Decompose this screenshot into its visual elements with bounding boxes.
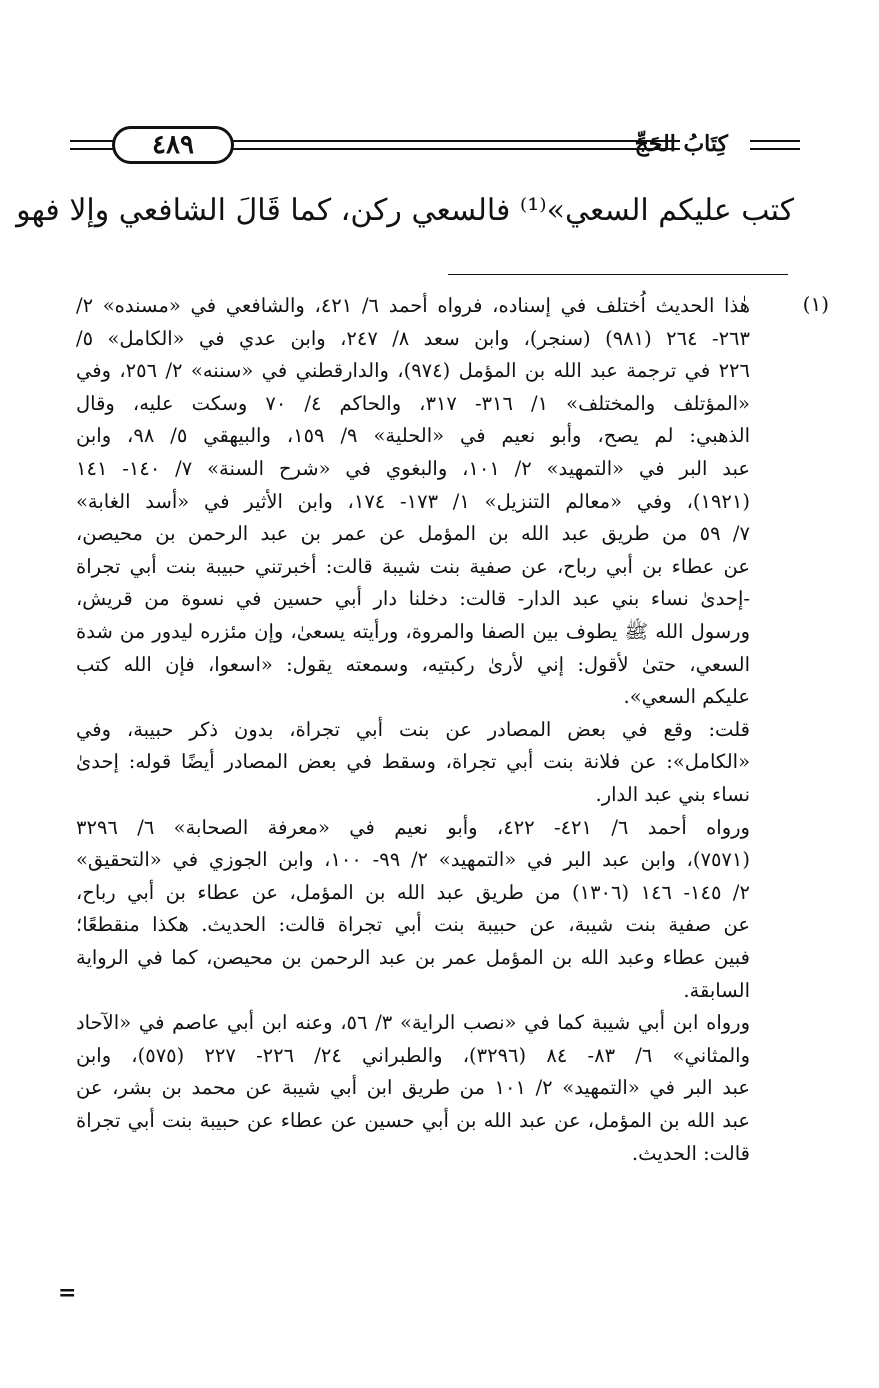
header-rule-middle-bottom — [230, 148, 680, 150]
footnote-separator — [448, 274, 788, 275]
page-header — [70, 124, 800, 168]
running-title: كِتَابُ الحَجِّ — [634, 131, 728, 157]
footnote-line: عليكم السعي». — [623, 685, 750, 709]
footnote-line: ٧/ ٥٩ من طريق عبد الله بن المؤمل عن عمر بن عبد الرحمن بن محيصن، — [76, 522, 750, 546]
footnote-line: نساء بني عبد الدار. — [595, 783, 750, 806]
header-rule-right-top — [750, 140, 800, 142]
footnote-line: السابقة. — [683, 978, 750, 1002]
footnote-line: فبين عطاء وعبد الله بن المؤمل عمر بن عبد الرحمن بن محيصن، كما في الرواية — [76, 946, 750, 969]
footnote-line: «المؤتلف والمختلف» ١/ ٣١٦- ٣١٧، والحاكم ٤/ ٧٠ وسكت عليه، وقال — [76, 391, 750, 415]
page-number: ٤٨٩ — [112, 126, 234, 164]
footnote-line: عبد البر في «التمهيد» ٢/ ١٠١، والبغوي في «شرح السنة» ٧/ ١٤٠- ١٤١ — [76, 457, 750, 480]
footnote-line: ٢/ ١٤٥- ١٤٦ (١٣٠٦) من طريق عبد الله بن المؤمل، عن عطاء بن أبي رباح، — [76, 880, 750, 904]
header-rule-right-bottom — [750, 148, 800, 150]
header-rule-middle-top — [230, 140, 680, 142]
footnote-line: عن عطاء بن أبي رباح، عن صفية بنت شيبة قالت: أخبرتني حبيبة بنت أبي تجراة — [76, 554, 750, 578]
footnote-line: (٧٥٧١)، وابن عبد البر في «التمهيد» ٢/ ٩٩- ١٠٠، وابن الجوزي في «التحقيق» — [76, 848, 750, 872]
footnote-line: السعي، حتىٰ لأقول: إني لأرىٰ ركبتيه، وسمعته يقول: «اسعوا، فإن الله كتب — [76, 652, 750, 676]
main-text-line: كتب عليكم السعي»⁽¹⁾ فالسعي ركن، كما قَالَ الشافعي وإلا فهو — [16, 193, 794, 228]
footnote-line: ورواه أحمد ٦/ ٤٢١- ٤٢٢، وأبو نعيم في «معرفة الصحابة» ٦/ ٣٢٩٦ — [76, 815, 750, 839]
footnote-line: الذهبي: لم يصح، وأبو نعيم في «الحلية» ٩/ ١٥٩، والبيهقي ٥/ ٩٨، وابن — [76, 424, 750, 448]
footnote-line: «الكامل»: عن فلانة بنت أبي تجراة، وسقط في بعض المصادر أيضًا قوله: إحدىٰ — [76, 750, 750, 774]
continuation-mark: = — [58, 1280, 77, 1306]
footnote-line: -إحدىٰ نساء بني عبد الدار- قالت: دخلنا دار أبي حسين في نسوة من قريش، — [76, 587, 750, 611]
footnote-line: قالت: الحديث. — [631, 1141, 750, 1165]
footnote-line: (١٩٢١)، وفي «معالم التنزيل» ١/ ١٧٣- ١٧٤، وابن الأثير في «أسد الغابة» — [76, 489, 750, 513]
footnote-line: عبد الله بن المؤمل، عن عبد الله بن أبي حسين عن عطاء عن حبيبة بنت أبي تجراة — [76, 1109, 750, 1132]
footnote-line: هٰذا الحديث اُختلف في إسناده، فرواه أحمد ٦/ ٤٢١، والشافعي في «مسنده» ٢/ — [76, 294, 750, 317]
footnote-line: ٢٢٦ في ترجمة عبد الله بن المؤمل (٩٧٤)، والدارقطني في «سننه» ٢/ ٢٥٦، وفي — [76, 359, 750, 383]
footnote-number: (١) — [802, 292, 829, 316]
footnote-line: ٢٦٣- ٢٦٤ (٩٨١) (سنجر)، وابن سعد ٨/ ٢٤٧، وابن عدي في «الكامل» ٥/ — [76, 326, 750, 350]
footnote-line: والمثاني» ٦/ ٨٣- ٨٤ (٣٢٩٦)، والطبراني ٢٤/ ٢٢٦- ٢٢٧ (٥٧٥)، وابن — [76, 1043, 750, 1067]
footnote-line: قلت: وقع في بعض المصادر عن بنت أبي تجراة، بدون ذكر حبيبة، وفي — [76, 717, 750, 741]
footnote-line: عبد البر في «التمهيد» ٢/ ١٠١ من طريق ابن أبي شيبة عن محمد بن بشر، عن — [76, 1076, 750, 1100]
footnote-line: ورواه ابن أبي شيبة كما في «نصب الراية» ٣/ ٥٦، وعنه ابن أبي عاصم في «الآحاد — [76, 1011, 750, 1035]
footnote-line: عن صفية بنت شيبة، عن حبيبة بنت أبي تجراة قالت: الحديث. هكذا منقطعًا؛ — [76, 913, 750, 937]
footnote-line: ورسول الله ﷺ يطوف بين الصفا والمروة، ورأيته يسعىٰ، وإن مئزره ليدور من شدة — [76, 620, 750, 643]
